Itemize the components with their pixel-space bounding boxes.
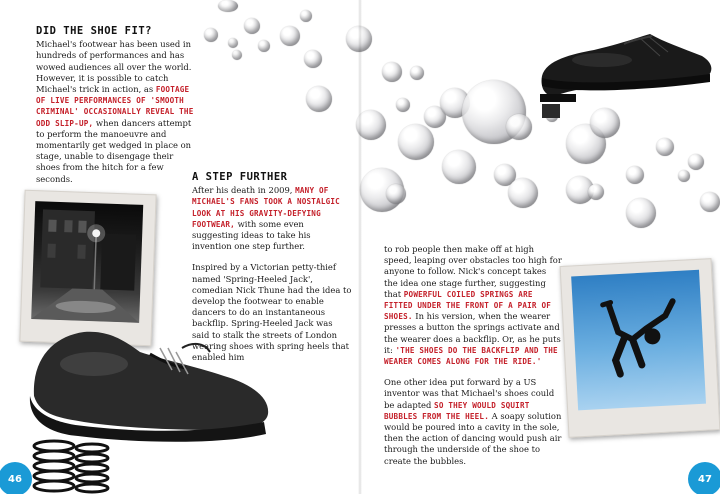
- bubble: [204, 28, 218, 42]
- body-text: After his death in 2009,: [192, 185, 296, 196]
- right-column: [384, 244, 562, 477]
- highlight-text: MANY OF MICHAEL'S FANS TOOK A NOSTALGIC LOOK AT HIS GRAVITY-DEFYING FOOTWEAR,: [192, 186, 340, 229]
- bubble: [410, 66, 424, 80]
- section-heading: DID THE SHOE FIT?: [36, 25, 152, 37]
- night-street-illustration: [31, 201, 143, 323]
- bubble: [506, 114, 532, 140]
- bubble: [306, 86, 332, 112]
- bubble: [700, 192, 720, 212]
- bubble: [244, 18, 260, 34]
- body-text: Michael's footwear has been used in hundreds of performances and has wowed audiences all over the world. However, it is possible to catch Michael's trick in action, as: [36, 39, 192, 95]
- bubble: [508, 178, 538, 208]
- bubble: [442, 150, 476, 184]
- page-gutter: [358, 0, 362, 494]
- bubble: [678, 170, 690, 182]
- bubble: [232, 50, 242, 60]
- bubble: [588, 184, 604, 200]
- bubble: [304, 50, 322, 68]
- paragraph: [192, 185, 352, 252]
- body-text: with some even suggesting ideas to take his invention one step further.: [192, 218, 311, 252]
- bubble: [218, 0, 238, 12]
- bubble: [656, 138, 674, 156]
- bubble: [688, 154, 704, 170]
- body-text: when dancers attempt to perform the manoeuvre and momentarily get wedged in place on stage, unable to disengage their shoes from the hitch for a few seconds.: [36, 117, 192, 184]
- bubble: [258, 40, 270, 52]
- spring-left: [34, 441, 74, 491]
- night-street-photo: [31, 201, 143, 323]
- page-number-left: 46: [0, 462, 32, 494]
- body-text: In his version, when the wearer presses a button the springs activate and the wearer does a backflip. Or, as he puts it:: [384, 311, 561, 355]
- bubble: [398, 124, 434, 160]
- bubble: [626, 198, 656, 228]
- quote-text: 'THE SHOES DO THE BACKFLIP AND THE WEARER COMES ALONG FOR THE RIDE.': [384, 345, 558, 367]
- highlight-text: SO THEY WOULD SQUIRT BUBBLES FROM THE HEEL.: [384, 400, 530, 421]
- highlight-text: FOOTAGE OF LIVE PERFORMANCES OF 'SMOOTH CRIMINAL' OCCASIONALLY REVEAL THE ODD SLIP-UP,: [36, 85, 194, 128]
- polaroid-backflip: [560, 258, 720, 438]
- backflip-figure: [571, 270, 706, 411]
- paragraph: Inspired by a Victorian petty-thief named 'Spring-Heeled Jack', comedian Nick Thune had the idea to develop the footwear to enable dancers to do an instantaneous backflip. Spring-Heeled Jack was said to stalk the streets of London wearing shoes with spring heels that enabled him: [192, 262, 352, 363]
- bubble: [382, 62, 402, 82]
- body-text: to rob people then make off at high speed, leaping over obstacles too high for anyone to follow. Nick's concept takes the idea one stage further, suggesting that: [384, 244, 562, 299]
- bubble: [396, 98, 410, 112]
- backflip-photo: [571, 270, 706, 411]
- paragraph: [36, 39, 196, 185]
- bubble: [300, 10, 312, 22]
- bubble: [280, 26, 300, 46]
- shoe-top-right-image: [532, 20, 716, 122]
- bubble: [386, 184, 406, 204]
- paragraph: [384, 377, 562, 467]
- bubble: [228, 38, 238, 48]
- shoe-bottom-left-image: [14, 318, 280, 494]
- page-number-right: 47: [688, 462, 720, 494]
- highlight-text: POWERFUL COILED SPRINGS ARE FITTED UNDER THE FRONT OF A PAIR OF SHOES.: [384, 289, 552, 322]
- body-text: One other idea put forward by a US inventor was that Michael's shoes could be adapted: [384, 377, 555, 410]
- left-column-section1: [36, 26, 196, 195]
- body-text: A soapy solution would be poured into a cavity in the sole, then the action of dancing would push air through the underside of the shoe to create the bubbles.: [384, 410, 562, 466]
- bubble: [626, 166, 644, 184]
- spring-right: [76, 444, 108, 492]
- paragraph: [384, 244, 562, 367]
- section-heading: A STEP FURTHER: [192, 171, 288, 183]
